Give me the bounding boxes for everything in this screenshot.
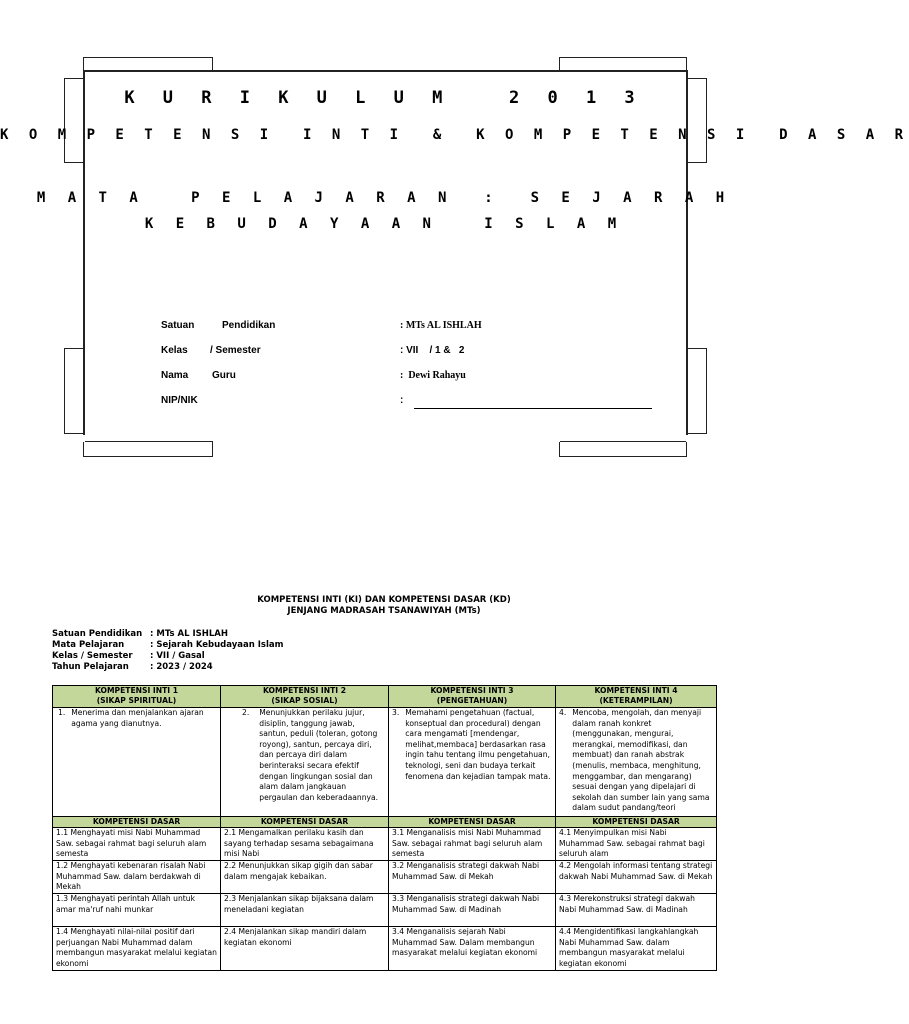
kd-cell: 1.3 Menghayati perintah Allah untuk amar ma'ruf nahi munkar (53, 894, 221, 927)
kd-cell: 3.1 Menganalisis misi Nabi Muhammad Saw. sebagai rahmat bagi seluruh alam semesta (389, 828, 556, 861)
kd-cell: 2.1 Mengamalkan perilaku kasih dan sayang terhadap sesama sebagaimana misi Nabi (221, 828, 389, 861)
kd-cell: 3.4 Menganalisis sejarah Nabi Muhammad Saw. Dalam membangun masyarakat melalui kegiatan ekonomi (389, 927, 556, 971)
ki-header-cell: KOMPETENSI INTI 2 (SIKAP SOSIAL) (221, 686, 389, 708)
kd-cell: 2.3 Menjalankan sikap bijaksana dalam meneladani kegiatan (221, 894, 389, 927)
meta-key: Mata Pelajaran (52, 640, 125, 650)
ki-content-row (53, 708, 717, 817)
kd-cell: 4.1 Menyimpulkan misi Nabi Muhammad Saw. sebagai rahmat bagi seluruh alam (556, 828, 717, 861)
kd-cell: 1.1 Menghayati misi Nabi Muhammad Saw. sebagai rahmat bagi seluruh alam semesta (53, 828, 221, 861)
meta-value: : 2023 / 2024 (150, 662, 213, 672)
field-label-2: Guru (212, 370, 236, 381)
ki-header-row (53, 686, 717, 708)
ki-cell: 4. Mencoba, mengolah, dan menyaji dalam ranah konkret (menggunakan, mengurai, merangkai, memodifikasi, dan membuat) dan ranah abstrak (menulis, membaca, menghitung, menggambar, dan mengarang) sesuai dengan yang dipelajari di sekolah dan sumber lain yang sama dalam sudut pandang/teori (556, 708, 717, 817)
ki-header-cell: KOMPETENSI INTI 4 (KETERAMPILAN) (556, 686, 717, 708)
kd-row (53, 828, 717, 861)
cover-title: K U R I K U L U M 2 0 1 3 (124, 88, 644, 108)
kd-cell: 4.2 Mengolah informasi tentang strategi dakwah Nabi Muhammad Saw. di Mekah (556, 861, 717, 894)
ki-kd-table (52, 685, 717, 971)
field-label-2: / Semester (210, 345, 261, 356)
kd-header-cell: KOMPETENSI DASAR (221, 817, 389, 828)
kd-cell: 1.2 Menghayati kebenaran risalah Nabi Muhammad Saw. dalam berdakwah di Mekah (53, 861, 221, 894)
subject-title-line1: M A T A P E L A J A R A N : S E J A R A H (36, 190, 732, 206)
ki-cell: 3. Memahami pengetahuan (factual, konseptual dan procedural) dengan cara mengamati [mendengar, melihat,membaca] berdasarkan rasa ingin tahu tentang ilmu pengetahuan, teknologi, seni dan budaya terkait fenomena dan kejadian tampak mata. (389, 708, 556, 817)
subject-title-line2: K E B U D A Y A A N I S L A M (144, 216, 624, 232)
field-value-nip: : (400, 395, 404, 406)
kd-row (53, 894, 717, 927)
kd-header-cell: KOMPETENSI DASAR (389, 817, 556, 828)
kd-header-row (53, 817, 717, 828)
kd-cell: 1.4 Menghayati nilai-nilai positif dari perjuangan Nabi Muhammad dalam membangun masyarakat melalui kegiatan ekonomi (53, 927, 221, 971)
ki-header-cell: KOMPETENSI INTI 3 (PENGETAHUAN) (389, 686, 556, 708)
field-value-school: : MTs AL ISHLAH (400, 320, 482, 331)
meta-key: Tahun Pelajaran (52, 662, 129, 672)
kd-header-cell: KOMPETENSI DASAR (556, 817, 717, 828)
ki-cell: 2. Menunjukkan perilaku jujur, disiplin, tanggung jawab, santun, peduli (toleran, gotong royong), santun, percaya diri, dan percaya diri dalam berinteraksi secara efektif dengan lingkungan sosial dan alam dalam jangkauan pergaulan dan keberadaannya. (221, 708, 389, 817)
ki-header-cell: KOMPETENSI INTI 1 (SIKAP SPIRITUAL) (53, 686, 221, 708)
kd-cell: 4.3 Merekonstruksi strategi dakwah Nabi Muhammad Saw. di Madinah (556, 894, 717, 927)
meta-value: : MTs AL ISHLAH (150, 629, 228, 639)
kd-cell: 4.4 Mengidentifikasi langkahlangkah Nabi Muhammad Saw. dalam membangun masyarakat melalui kegiatan ekonomi (556, 927, 717, 971)
meta-key: Kelas / Semester (52, 651, 133, 661)
field-label: Satuan (161, 320, 195, 331)
kd-cell: 2.4 Menjalankan sikap mandiri dalam kegiatan ekonomi (221, 927, 389, 971)
nip-blank-line (414, 408, 652, 409)
meta-value: : Sejarah Kebudayaan Islam (150, 640, 284, 650)
field-label-2: Pendidikan (222, 320, 276, 331)
field-label: NIP/NIK (161, 395, 198, 406)
kd-row (53, 927, 717, 971)
kd-cell: 3.2 Menganalisis strategi dakwah Nabi Muhammad Saw. di Mekah (389, 861, 556, 894)
kd-cell: 2.2 Menunjukkan sikap gigih dan sabar dalam mengajak kebaikan. (221, 861, 389, 894)
section-title-line1: KOMPETENSI INTI (KI) DAN KOMPETENSI DASAR (KD) (257, 595, 511, 605)
meta-key: Satuan Pendidikan (52, 629, 143, 639)
section-title-line2: JENJANG MADRASAH TSANAWIYAH (MTs) (287, 606, 481, 616)
field-value-class: : VII / 1 & 2 (400, 345, 465, 356)
cover-subtitle: K O M P E T E N S I I N T I & K O M P E T E N S I D A S A R (0, 127, 909, 143)
kd-row (53, 861, 717, 894)
field-value-teacher: : Dewi Rahayu (400, 370, 466, 381)
kd-header-cell: KOMPETENSI DASAR (53, 817, 221, 828)
field-label: Kelas (161, 345, 188, 356)
field-label: Nama (161, 370, 189, 381)
meta-value: : VII / Gasal (150, 651, 205, 661)
ki-cell: 1. Menerima dan menjalankan ajaran agama yang dianutnya. (53, 708, 221, 817)
kd-cell: 3.3 Menganalisis strategi dakwah Nabi Muhammad Saw. di Madinah (389, 894, 556, 927)
